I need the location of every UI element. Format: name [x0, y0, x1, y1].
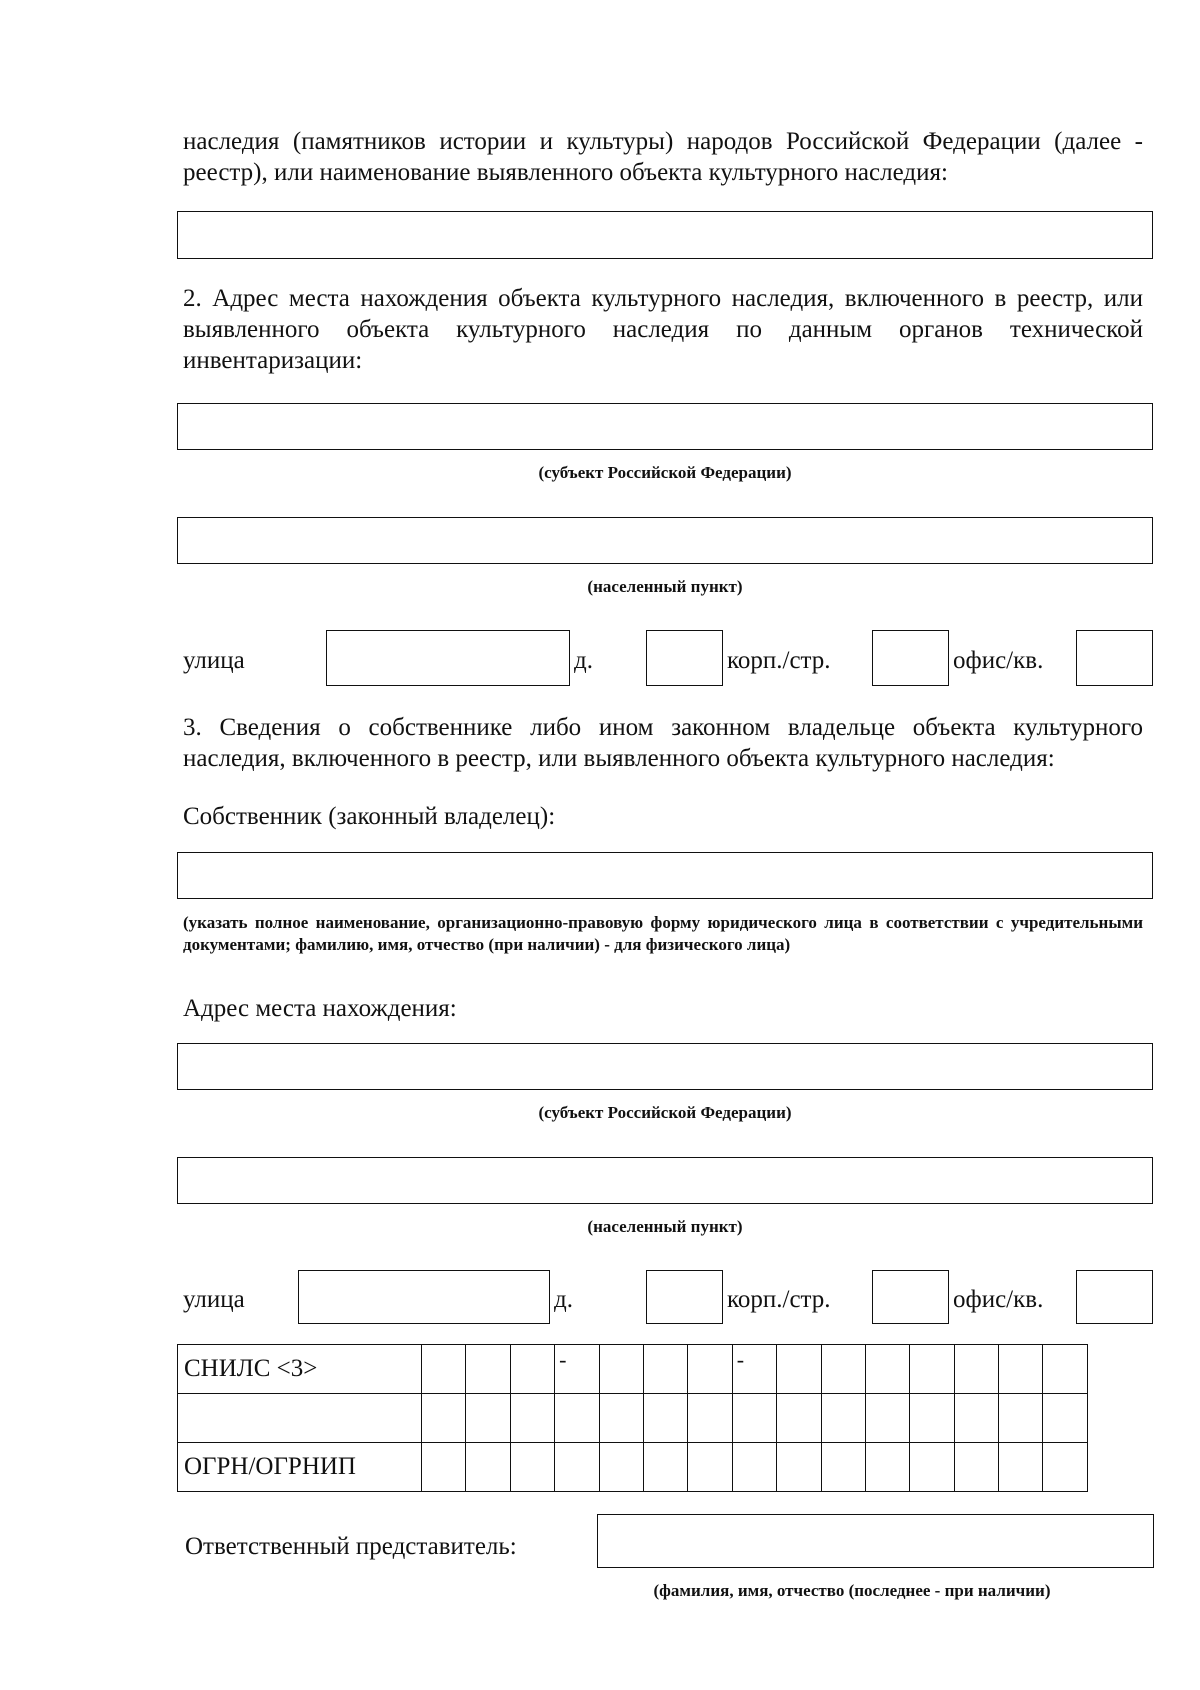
snils-digit-cell[interactable] — [732, 1345, 776, 1394]
snils-digit-cell[interactable] — [910, 1345, 954, 1394]
grid-cell[interactable] — [1043, 1394, 1087, 1443]
ogrn-digit-cell[interactable] — [599, 1443, 643, 1492]
ogrn-digit-cell[interactable] — [732, 1443, 776, 1492]
ogrn-digit-cell[interactable] — [555, 1443, 599, 1492]
snils-digit-cell[interactable] — [954, 1345, 998, 1394]
ogrn-digit-cell[interactable] — [510, 1443, 554, 1492]
grid-cell[interactable] — [555, 1394, 599, 1443]
owner-address-label: Адрес места нахождения: — [183, 995, 457, 1022]
representative-caption: (фамилия, имя, отчество (последнее - при наличии) — [653, 1581, 1051, 1600]
owner-house-label: д. — [554, 1286, 573, 1313]
owner-settlement-field[interactable] — [177, 1157, 1153, 1204]
owner-office-field[interactable] — [1076, 1270, 1153, 1324]
object-settlement-caption: (населенный пункт) — [587, 577, 743, 596]
ogrn-digit-cell[interactable] — [910, 1443, 954, 1492]
ogrn-digit-cell[interactable] — [643, 1443, 687, 1492]
snils-separator: - — [559, 1347, 567, 1372]
grid-cell[interactable] — [688, 1394, 732, 1443]
grid-cell[interactable] — [466, 1394, 510, 1443]
snils-digit-cell[interactable] — [865, 1345, 909, 1394]
snils-digit-cell[interactable] — [599, 1345, 643, 1394]
owner-street-field[interactable] — [298, 1270, 550, 1324]
object-region-field[interactable] — [177, 403, 1153, 450]
ogrn-digit-cell[interactable] — [466, 1443, 510, 1492]
grid-cell[interactable] — [643, 1394, 687, 1443]
ogrn-digit-cell[interactable] — [865, 1443, 909, 1492]
ogrn-digit-cell[interactable] — [999, 1443, 1043, 1492]
section-2-heading: 2. Адрес места нахождения объекта культурного наследия, включенного в реестр, или выявленного объекта культурного наследия по данным органов технической инвентаризации: — [183, 285, 1143, 374]
object-house-field[interactable] — [646, 630, 723, 686]
owner-name-field[interactable] — [177, 852, 1153, 899]
ogrn-label: ОГРН/ОГРНИП — [178, 1443, 422, 1492]
owner-building-label: корп./стр. — [727, 1286, 831, 1313]
ogrn-row — [178, 1443, 1088, 1492]
snils-digit-cell[interactable] — [643, 1345, 687, 1394]
grid-cell[interactable] — [510, 1394, 554, 1443]
id-grid — [177, 1344, 1088, 1492]
blank-row-label — [178, 1394, 422, 1443]
intro-line-2: реестр), или наименование выявленного объекта культурного наследия: — [183, 159, 948, 186]
snils-digit-cell[interactable] — [555, 1345, 599, 1394]
ogrn-digit-cell[interactable] — [777, 1443, 821, 1492]
owner-building-field[interactable] — [872, 1270, 949, 1324]
grid-cell[interactable] — [422, 1394, 466, 1443]
object-building-label: корп./стр. — [727, 647, 831, 674]
grid-cell[interactable] — [954, 1394, 998, 1443]
ogrn-digit-cell[interactable] — [1043, 1443, 1087, 1492]
snils-separator: - — [736, 1347, 745, 1372]
object-street-field[interactable] — [326, 630, 570, 686]
snils-digit-cell[interactable] — [510, 1345, 554, 1394]
owner-house-field[interactable] — [646, 1270, 723, 1324]
snils-digit-cell[interactable] — [688, 1345, 732, 1394]
object-street-label: улица — [183, 647, 245, 674]
object-region-caption: (субъект Российской Федерации) — [538, 463, 792, 482]
grid-cell[interactable] — [732, 1394, 776, 1443]
grid-cell[interactable] — [865, 1394, 909, 1443]
blank-row — [178, 1394, 1088, 1443]
owner-street-label: улица — [183, 1286, 245, 1313]
intro-line-1: наследия (памятников истории и культуры) народов Российской Федерации (далее - — [183, 128, 1143, 155]
object-settlement-field[interactable] — [177, 517, 1153, 564]
object-name-field[interactable] — [177, 211, 1153, 259]
snils-label: СНИЛС <3> — [178, 1345, 422, 1394]
owner-office-label: офис/кв. — [953, 1286, 1044, 1313]
snils-row — [178, 1345, 1088, 1394]
owner-settlement-caption: (населенный пункт) — [587, 1217, 743, 1236]
object-office-label: офис/кв. — [953, 647, 1044, 674]
snils-digit-cell[interactable] — [466, 1345, 510, 1394]
ogrn-digit-cell[interactable] — [954, 1443, 998, 1492]
snils-digit-cell[interactable] — [1043, 1345, 1087, 1394]
representative-field[interactable] — [597, 1514, 1154, 1568]
grid-cell[interactable] — [999, 1394, 1043, 1443]
snils-digit-cell[interactable] — [999, 1345, 1043, 1394]
ogrn-digit-cell[interactable] — [821, 1443, 865, 1492]
representative-label: Ответственный представитель: — [185, 1533, 517, 1560]
snils-digit-cell[interactable] — [777, 1345, 821, 1394]
ogrn-digit-cell[interactable] — [422, 1443, 466, 1492]
owner-note: (указать полное наименование, организационно-правовую форму юридического лица в соответствии с учредительными документами; фамилию, имя, отчество (при наличии) - для физического лица) — [183, 913, 1143, 954]
grid-cell[interactable] — [777, 1394, 821, 1443]
owner-label: Собственник (законный владелец): — [183, 803, 556, 830]
object-building-field[interactable] — [872, 630, 949, 686]
object-office-field[interactable] — [1076, 630, 1153, 686]
ogrn-digit-cell[interactable] — [688, 1443, 732, 1492]
section-3-heading: 3. Сведения о собственнике либо ином законном владельце объекта культурного наследия, включенного в реестр, или выявленного объекта культурного наследия: — [183, 714, 1143, 772]
object-house-label: д. — [574, 647, 593, 674]
snils-digit-cell[interactable] — [422, 1345, 466, 1394]
grid-cell[interactable] — [910, 1394, 954, 1443]
owner-region-field[interactable] — [177, 1043, 1153, 1090]
snils-digit-cell[interactable] — [821, 1345, 865, 1394]
owner-region-caption: (субъект Российской Федерации) — [538, 1103, 792, 1122]
grid-cell[interactable] — [821, 1394, 865, 1443]
grid-cell[interactable] — [599, 1394, 643, 1443]
